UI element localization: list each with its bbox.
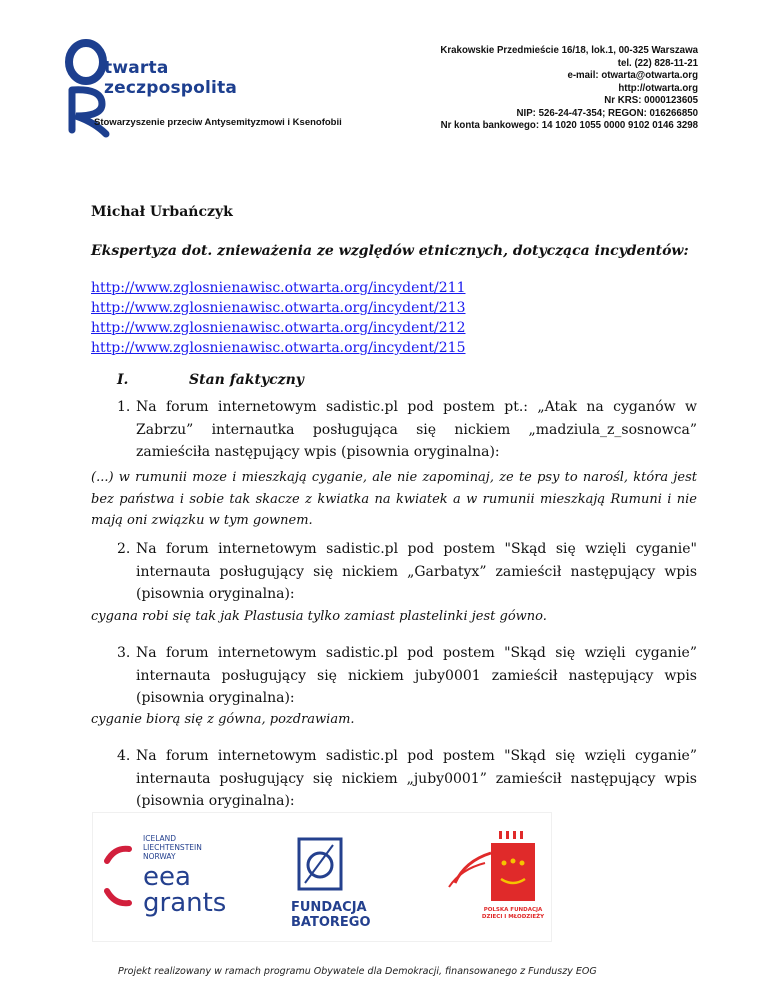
footer-note: Projekt realizowany w ramach programu Obywatele dla Demokracji, finansowanego z Funduszy EOG <box>118 966 597 977</box>
list-item-text: Na forum internetowym sadistic.pl pod postem "Skąd się wzięli cyganie" internauta posługujący się nickiem „Garbatyx” zamieścił następujący wpis (pisownia oryginalna): <box>136 541 697 602</box>
sponsor-banner <box>92 812 552 942</box>
list-item <box>117 396 697 464</box>
incident-link-212[interactable]: http://www.zglosnienawisc.otwarta.org/incydent/212 <box>91 320 466 336</box>
incident-link-215[interactable]: http://www.zglosnienawisc.otwarta.org/incydent/215 <box>91 340 466 356</box>
list-item-number: 3. <box>117 645 131 661</box>
list-item-number: 4. <box>117 748 131 764</box>
quote-text: cyganie biorą się z gówna, pozdrawiam. <box>91 712 355 727</box>
batory-line2: BATOREGO <box>291 915 371 930</box>
contact-phone: tel. (22) 828-11-21 <box>617 57 698 69</box>
pfdm-line2: DZIECI I MŁODZIEŻY <box>481 914 545 920</box>
author-name: Michał Urbańczyk <box>91 204 233 220</box>
logo-subtitle: Stowarzyszenie przeciw Antysemityzmowi i Ksenofobii <box>94 117 342 128</box>
fundacja-batorego-logo <box>291 839 371 930</box>
section-number: I. <box>117 372 129 388</box>
grants-word: grants <box>143 888 227 918</box>
section-heading <box>117 372 304 388</box>
list-item-text: Na forum internetowym sadistic.pl pod postem "Skąd się wzięli cyganie” internauta posługujący się nickiem „juby0001” zamieścił następujący wpis (pisownia oryginalna): <box>136 748 697 809</box>
logo-text-rzeczpospolita: zeczpospolita <box>104 78 238 98</box>
logo-text-otwarta: twarta <box>104 58 169 78</box>
eea-country-norway: NORWAY <box>143 852 176 861</box>
pfdm-logo <box>449 831 545 920</box>
list-item <box>117 642 697 710</box>
list-item-number: 1. <box>117 399 131 415</box>
contact-nip: NIP: 526-24-47-354; REGON: 016266850 <box>516 107 698 119</box>
contact-krs: Nr KRS: 0000123605 <box>604 95 698 106</box>
eea-country-iceland: ICELAND <box>143 834 177 843</box>
contact-email: e-mail: otwarta@otwarta.org <box>567 70 698 81</box>
pfdm-line1: POLSKA FUNDACJA <box>483 907 543 913</box>
section-title: Stan faktyczny <box>189 372 304 388</box>
list-item-number: 2. <box>117 541 131 557</box>
eea-country-liechtenstein: LIECHTENSTEIN <box>143 843 202 852</box>
sponsor-logos-graphic <box>93 813 551 941</box>
list-item <box>117 745 697 813</box>
list-item <box>117 538 697 606</box>
contact-bank-account: Nr konta bankowego: 14 1020 1055 0000 9102 0146 3298 <box>440 120 698 131</box>
contact-website: http://otwarta.org <box>618 82 698 94</box>
contact-block <box>440 45 698 133</box>
batory-line1: FUNDACJA <box>291 900 367 915</box>
quote-text: cygana robi się tak jak Plastusia tylko zamiast plastelinki jest gówno. <box>91 609 547 624</box>
document-title: Ekspertyza dot. znieważenia ze względów etnicznych, dotycząca incydentów: <box>91 243 689 259</box>
quote-text: (...) w rumunii moze i mieszkają cyganie, ale nie zapominaj, ze te psy to narośl, która jest bez państwa i sobie tak skacze z kwiatka na kwiatek a w rumunii mieszkają Rumuni i nie mają oni związku w tym gownem. <box>91 470 697 528</box>
contact-address: Krakowskie Przedmieście 16/18, lok.1, 00-325 Warszawa <box>440 45 698 56</box>
eea-word: eea <box>143 862 191 892</box>
incident-links <box>91 278 466 358</box>
list-item-text: Na forum internetowym sadistic.pl pod postem "Skąd się wzięli cyganie” internauta posługujący się nickiem juby0001 zamieścił następujący wpis (pisownia oryginalna): <box>136 645 697 706</box>
incident-link-213[interactable]: http://www.zglosnienawisc.otwarta.org/incydent/213 <box>91 300 466 316</box>
incident-link-211[interactable]: http://www.zglosnienawisc.otwarta.org/incydent/211 <box>91 280 466 296</box>
eea-grants-logo <box>107 834 226 918</box>
list-item-text: Na forum internetowym sadistic.pl pod postem pt.: „Atak na cyganów w Zabrzu” internautka posługująca się nickiem „madziula_z_sosnowca” zamieściła następujący wpis (pisownia oryginalna): <box>136 399 697 460</box>
